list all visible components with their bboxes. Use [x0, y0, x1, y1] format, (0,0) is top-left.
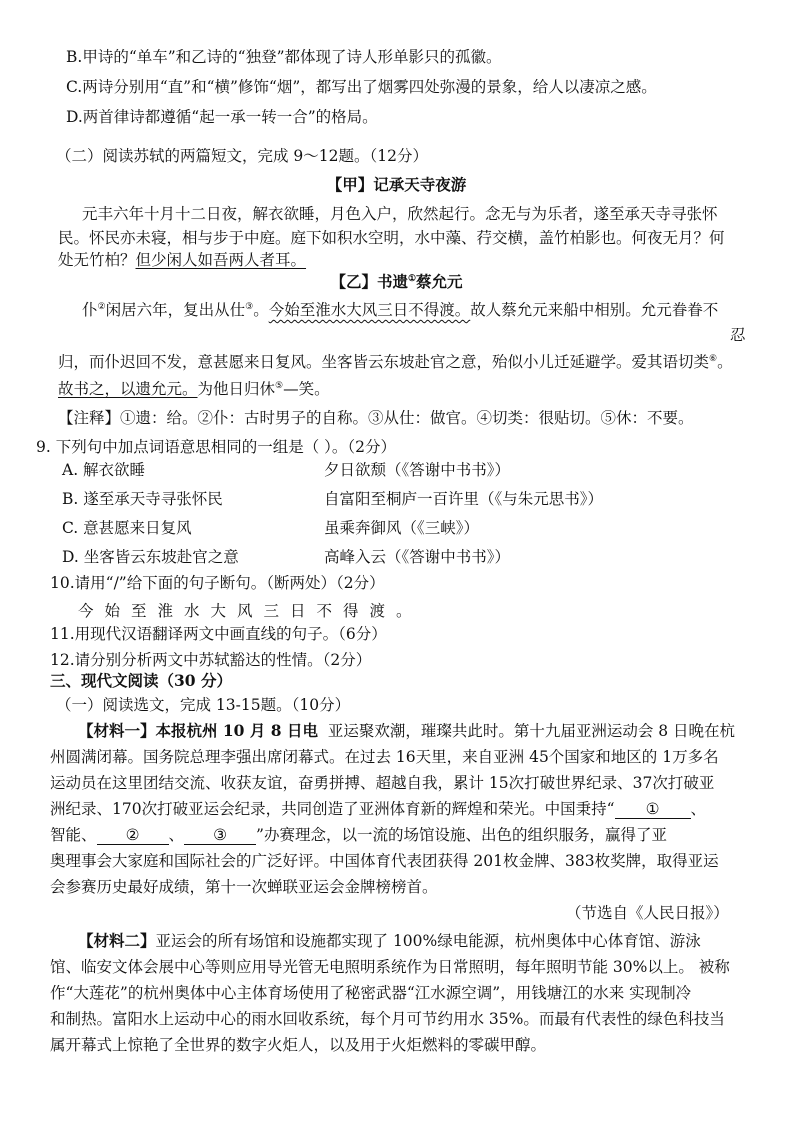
material2-line-3: 作“大莲花”的杭州奥体中心主体育场使用了秘密武器“江水源空调”，用钱塘江的水来 实现制冷	[50, 984, 692, 1002]
jia-paragraph-line-3	[58, 249, 306, 271]
material1-line-4: 洲纪录、170次打破亚运会纪录，共同创造了亚洲体育新的辉煌和荣光。中国秉持“ ① 、	[50, 800, 707, 818]
jia-paragraph-line-1: 元丰六年十月十二日夜，解衣欲睡，月色入户，欣然起行。念无与为乐者，遂至承天寺寻张怀	[82, 205, 718, 223]
q9-option-row: B. 遂至承天寺寻张怀民 自富阳至桐庐一百许里（《与朱元思书》）	[62, 490, 604, 508]
subsection1-heading: （一）阅读选文，完成 13-15题。（10分）	[56, 696, 351, 714]
material2-line-4: 和制热。富阳水上运动中心的雨水回收系统，每个月可节约用水 35%。而最有代表性的绿色科技当	[50, 1010, 725, 1028]
yi-title: 【乙】书遗①蔡允元	[330, 272, 463, 291]
material1-line-2: 州圆满闭幕。国务院总理李强出席闭幕式。在过去 16天里，来自亚洲 45个国家和地区的 1万多名	[50, 748, 719, 766]
fill-blank-3[interactable]: ③	[184, 826, 256, 845]
yi-wavy-sentence: 今始至淮水大风三日不得渡。	[268, 301, 471, 319]
material1-lead: 【材料一】本报杭州 10 月 8 日电	[78, 721, 318, 740]
section2-heading: （二）阅读苏轼的两篇短文，完成 9～12题。（12分）	[56, 147, 428, 165]
yi-paragraph-line-1: 仆②闲居六年，复出从仕③。今始至淮水大风三日不得渡。故人蔡允元来船中相别。允元眷眷不	[82, 301, 719, 319]
q10-stem: 10.请用“/”给下面的句子断句。（断两处）（2分）	[50, 574, 385, 592]
footnote-marker: ⑥	[709, 353, 718, 364]
yi-underlined-sentence: 故书之，以遗允元。	[58, 380, 198, 398]
material2-line-1: 【材料二】亚运会的所有场馆和设施都实现了 100%绿电能源，杭州奥体中心体育馆、游泳	[78, 931, 701, 950]
q12-stem: 12.请分别分析两文中苏轼豁达的性情。（2分）	[50, 651, 372, 669]
yi-paragraph-line-2: 归，而仆迟回不发，意甚愿来日复风。坐客皆云东坡赴官之意，殆似小儿迁延避学。爱其语切类⑥。	[58, 353, 733, 371]
q10-sentence: 今始至淮水大风三日不得渡。	[78, 602, 423, 620]
footnote-marker: ⑤	[275, 380, 284, 391]
q8-option-d: D.两首律诗都遵循“起一承一转一合”的格局。	[66, 108, 378, 126]
yi-wrap-char: 忍	[730, 326, 746, 344]
footnote-marker: ③	[245, 301, 254, 312]
material1-line-3: 运动员在这里团结交流、收获友谊，奋勇拼搏、超越自我，累计 15次打破世界纪录、37次打破亚	[50, 774, 715, 792]
material1-line-6: 奥理事会大家庭和国际社会的广泛好评。中国体育代表团获得 201枚金牌、383枚奖牌，取得亚运	[50, 852, 719, 870]
q11-stem: 11.用现代汉语翻译两文中画直线的句子。（6分）	[50, 625, 387, 643]
q9-stem: 9. 下列句中加点词语意思相同的一组是（ ）。（2分）	[36, 438, 397, 456]
jia-underlined-sentence: 但少闲人如吾两人者耳。	[135, 251, 307, 269]
yi-paragraph-line-3: 故书之，以遗允元。为他日归休⑤—笑。	[58, 380, 330, 398]
jia-text: 处无竹柏？	[58, 251, 136, 269]
q8-option-b: B.甲诗的“单车”和乙诗的“独登”都体现了诗人形单影只的孤徽。	[66, 48, 502, 66]
footnote-marker: ①	[407, 273, 417, 284]
annotation-notes: 【注释】①遗：给。②仆：古时男子的自称。③从仕：做官。④切类：很贴切。⑤休：不要。	[58, 409, 694, 427]
material2-line-2: 馆、临安文体会展中心等则应用导光管无电照明系统作为日常照明，每年照明节能 30%以上。 被称	[50, 958, 730, 976]
fill-blank-1[interactable]: ①	[615, 800, 691, 819]
jia-title: 【甲】记承天寺夜游	[326, 175, 467, 194]
material1-line-7: 会参赛历史最好成绩，第十一次蝉联亚运会金牌榜榜首。	[50, 878, 438, 896]
q9-option-row: D. 坐客皆云东坡赴官之意 高峰入云（《答谢中书书》）	[62, 548, 511, 566]
material1-line-5: 智能、 ② 、 ③ ”办赛理念，以一流的场馆设施、出色的组织服务，赢得了亚	[50, 826, 667, 844]
q8-option-c: C.两诗分别用“直”和“横”修饰“烟”，都写出了烟雾四处弥漫的景象，给人以凄凉之感。	[66, 78, 657, 96]
material1-line-1: 【材料一】本报杭州 10 月 8 日电 亚运聚欢潮，璀璨共此时。第十九届亚洲运动会 8 日晚在杭	[78, 721, 736, 740]
section3-heading: 三、现代文阅读（30 分）	[50, 671, 232, 690]
material2-line-5: 属开幕式上惊艳了全世界的数字火炬人，以及用于火炬燃料的零碳甲醇。	[50, 1036, 547, 1054]
material2-lead: 【材料二】	[78, 931, 156, 950]
q9-option-row: A. 解衣欲睡 夕日欲颓（《答谢中书书》）	[62, 461, 511, 479]
fill-blank-2[interactable]: ②	[97, 826, 169, 845]
q9-option-row: C. 意甚愿来日复风 虽乘奔御风（《三峡》）	[62, 519, 480, 537]
material1-source: （节选自《人民日报》）	[566, 904, 729, 922]
jia-paragraph-line-2: 民。怀民亦未寝，相与步于中庭。庭下如积水空明，水中藻、荇交横，盖竹柏影也。何夜无月？何	[58, 229, 725, 247]
footnote-marker: ②	[97, 301, 106, 312]
